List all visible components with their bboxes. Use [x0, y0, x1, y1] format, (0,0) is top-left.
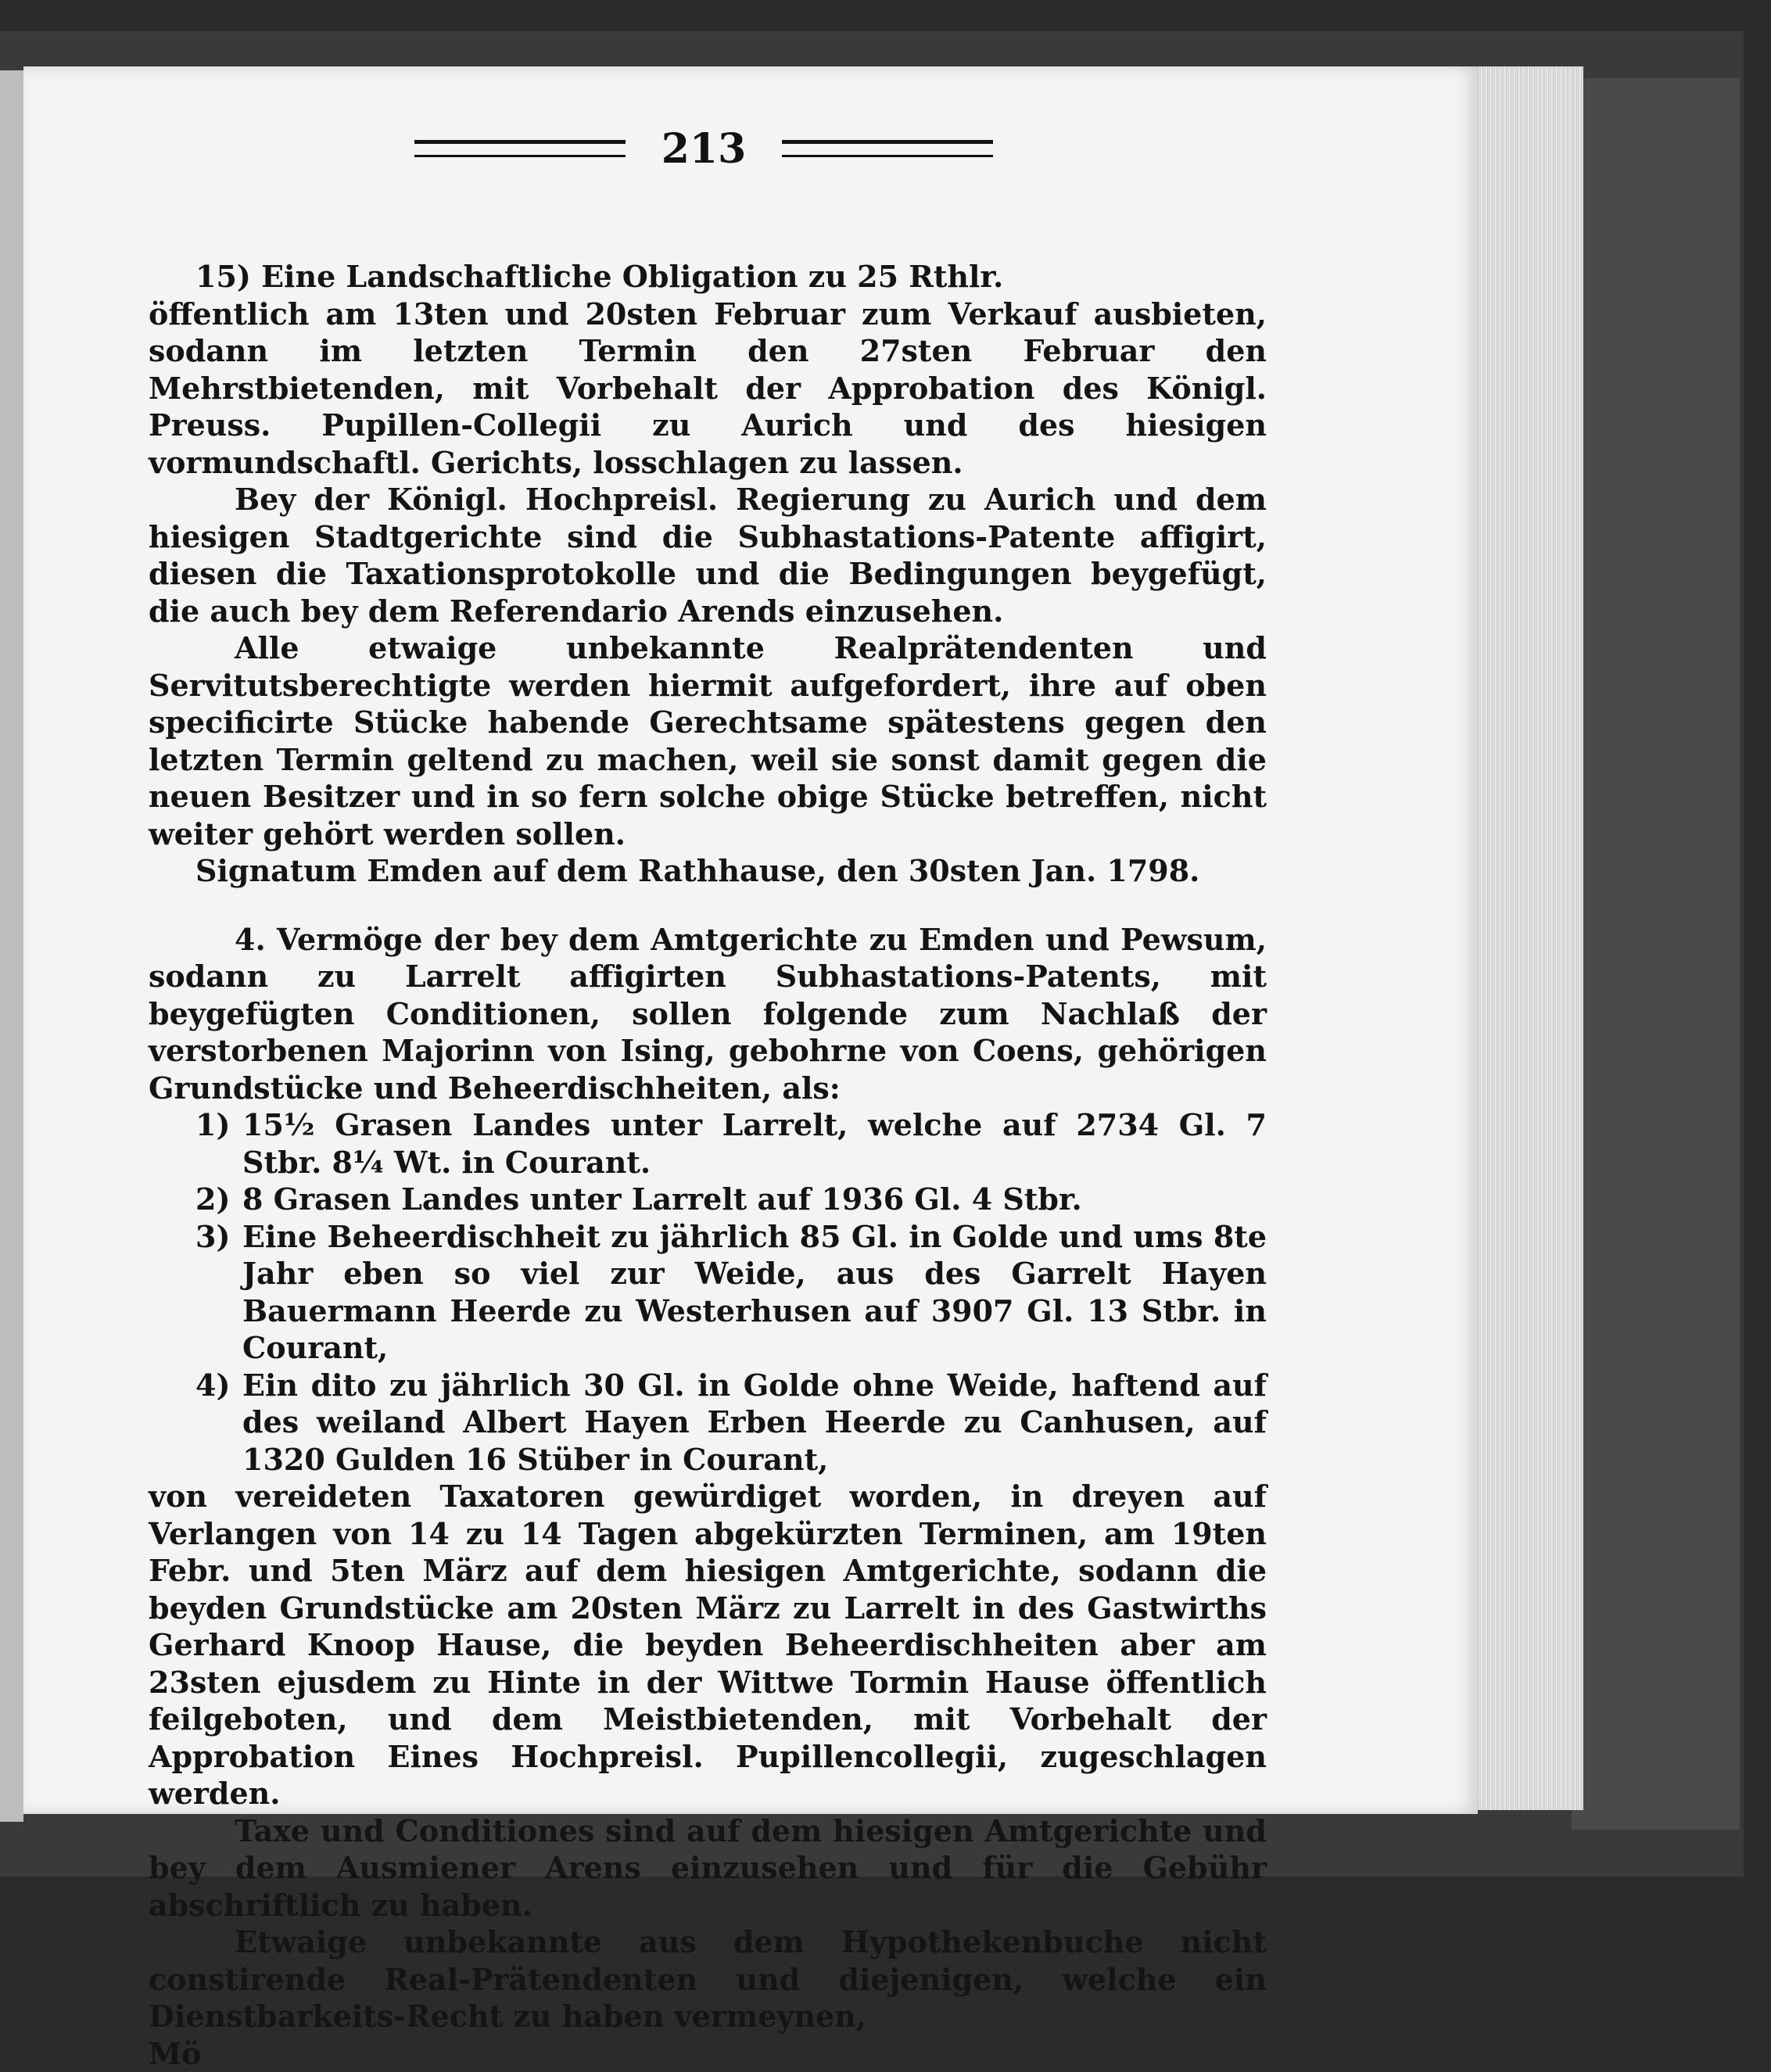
- paragraph-sale-terms: öffentlich am 13ten und 20sten Februar zum Verkauf ausbieten, sodann im letzten Termin den 27sten Februar den Mehrstbietenden, mit Vorbehalt der Approbation des Königl. Preuss. Pupillen-Collegii zu Aurich und des hiesigen vormundschaftl. Gerichts, losschlagen zu lassen.: [149, 296, 1267, 482]
- paragraph-patents: Bey der Königl. Hochpreisl. Regierung zu Aurich und dem hiesigen Stadtgerichte sind die Subhastations-Patente affigirt, diesen die Taxationsprotokolle und die Bedingungen beygefügt, die auch bey dem Referendario Arends einzusehen.: [149, 481, 1267, 629]
- list-item: [149, 1367, 1267, 1479]
- catchword: Mö: [149, 2035, 1267, 2072]
- list-item-text: 8 Grasen Landes unter Larrelt auf 1936 Gl. 4 Stbr.: [242, 1181, 1082, 1217]
- list-item-number: 2): [195, 1181, 242, 1218]
- header-rule-left: [414, 140, 626, 157]
- paragraph-valuation: von vereideten Taxatoren gewürdiget worden, in dreyen auf Verlangen von 14 zu 14 Tagen abgekürzten Terminen, am 19ten Febr. und 5ten März auf dem hiesigen Amtgerichte, sodann die beyden Grundstücke am 20sten März zu Larrelt in des Gastwirths Gerhard Knoop Hause, die beyden Beheerdischheiten aber am 23sten ejusdem zu Hinte in der Wittwe Tormin Hause öffentlich feilgeboten, und dem Meistbietenden, mit Vorbehalt der Approbation Eines Hochpreisl. Pupillencollegii, zugeschlagen werden.: [149, 1478, 1267, 1812]
- paragraph-taxe: Taxe und Conditiones sind auf dem hiesigen Amtgerichte und bey dem Ausmiener Arens einzusehen und für die Gebühr abschriftlich zu haben.: [149, 1812, 1267, 1924]
- page-edges: [1474, 66, 1583, 1810]
- list-item: [149, 1106, 1267, 1181]
- list-item-text: 15½ Grasen Landes unter Larrelt, welche auf 2734 Gl. 7 Stbr. 8¼ Wt. in Courant.: [242, 1107, 1267, 1180]
- list-item-number: 3): [195, 1218, 242, 1256]
- back-cover: [1572, 78, 1740, 1830]
- list-item: [149, 1218, 1267, 1367]
- page-number: 213: [661, 125, 747, 173]
- list-item: [149, 1181, 1267, 1218]
- header-rule-right: [782, 140, 993, 157]
- list-item-text: Ein dito zu jährlich 30 Gl. in Golde ohne Weide, haftend auf des weiland Albert Hayen Erben Heerde zu Canhusen, auf 1320 Gulden 16 Stüber in Courant,: [242, 1368, 1267, 1477]
- list-item-number: 4): [195, 1367, 242, 1404]
- paragraph-claimants: Alle etwaige unbekannte Realprätendenten und Servitutsberechtigte werden hiermit aufgefordert, ihre auf oben specificirte Stücke habende Gerechtsame spätestens gegen den letzten Termin geltend zu machen, weil sie sonst damit gegen die neuen Besitzer und in so fern solche obige Stücke betreffen, nicht weiter gehört werden sollen.: [149, 629, 1267, 852]
- paragraph-pretendents: Etwaige unbekannte aus dem Hypothekenbuche nicht constirende Real-Prätendenten und diejenigen, welche ein Dienstbarkeits-Recht zu haben vermeynen,: [149, 1923, 1267, 2035]
- page-text: [149, 258, 1267, 2072]
- page-header: [414, 125, 993, 172]
- list-item-text: Eine Beheerdischheit zu jährlich 85 Gl. in Golde und ums 8te Jahr eben so viel zur Weide, aus des Garrelt Hayen Bauermann Heerde zu Westerhusen auf 3907 Gl. 13 Stbr. in Courant,: [242, 1219, 1267, 1366]
- spacer: [149, 890, 1267, 921]
- list-item-number: 1): [195, 1106, 242, 1144]
- left-page-edge: [0, 70, 23, 1822]
- paragraph-obligation: 15) Eine Landschaftliche Obligation zu 25 Rthlr.: [149, 258, 1267, 296]
- paragraph-signature: Signatum Emden auf dem Rathhause, den 30sten Jan. 1798.: [149, 852, 1267, 890]
- paragraph-announcement-4: 4. Vermöge der bey dem Amtgerichte zu Emden und Pewsum, sodann zu Larrelt affigirten Subhastations-Patents, mit beygefügten Conditionen, sollen folgende zum Nachlaß der verstorbenen Majorinn von Ising, gebohrne von Coens, gehörigen Grundstücke und Beheerdischheiten, als:: [149, 921, 1267, 1107]
